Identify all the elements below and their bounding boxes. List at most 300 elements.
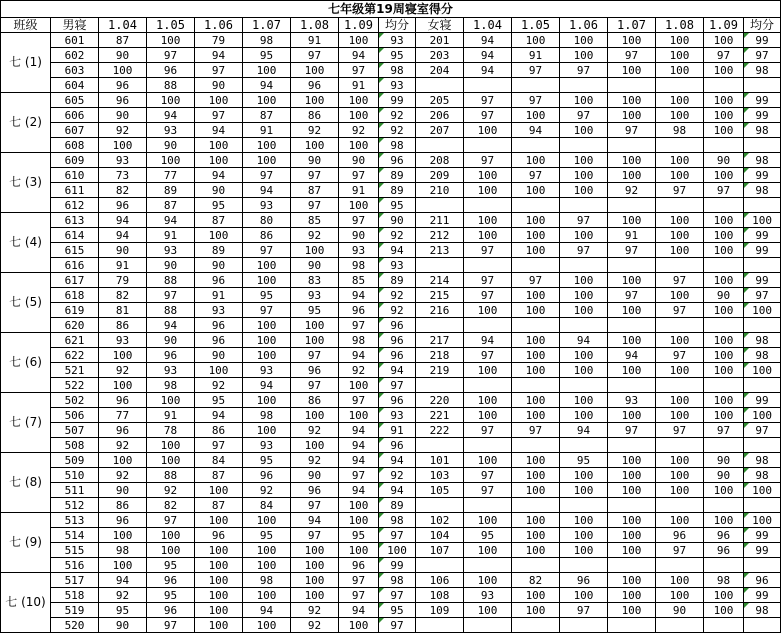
boys-score: 92	[291, 603, 339, 618]
boys-score: 97	[339, 588, 379, 603]
table-row	[1, 108, 781, 123]
girls-score: 100	[656, 483, 704, 498]
girls-score: 100	[608, 153, 656, 168]
boys-score: 100	[195, 483, 243, 498]
girls-average: 99	[744, 243, 781, 258]
class-label: 七 (5)	[1, 273, 51, 333]
header-average: 均分	[379, 18, 416, 33]
girls-score: 90	[704, 468, 744, 483]
table-row	[1, 558, 781, 573]
header-class: 班级	[1, 18, 51, 33]
girls-score: 100	[608, 93, 656, 108]
girls-score: 100	[704, 303, 744, 318]
girls-score: 100	[512, 108, 560, 123]
boys-score: 94	[147, 318, 195, 333]
boys-average: 98	[379, 63, 416, 78]
empty-cell	[704, 498, 744, 513]
girls-score: 100	[560, 348, 608, 363]
boys-average: 89	[379, 168, 416, 183]
boys-average: 95	[379, 48, 416, 63]
empty-cell	[560, 198, 608, 213]
girls-score: 100	[656, 228, 704, 243]
girls-score: 100	[464, 183, 512, 198]
boys-score: 98	[243, 408, 291, 423]
boys-score: 93	[195, 303, 243, 318]
empty-cell	[704, 258, 744, 273]
empty-cell	[608, 258, 656, 273]
boys-score: 94	[195, 123, 243, 138]
girls-score: 100	[656, 453, 704, 468]
girls-score: 100	[704, 123, 744, 138]
girls-score: 97	[608, 288, 656, 303]
boys-average: 98	[379, 573, 416, 588]
empty-cell	[464, 378, 512, 393]
boys-score: 100	[291, 243, 339, 258]
boys-score: 96	[243, 468, 291, 483]
girls-score: 97	[560, 603, 608, 618]
girls-score: 100	[704, 93, 744, 108]
girls-score: 95	[464, 528, 512, 543]
boys-score: 98	[99, 543, 147, 558]
empty-cell	[608, 318, 656, 333]
boys-score: 97	[339, 573, 379, 588]
boys-score: 89	[195, 243, 243, 258]
empty-cell	[704, 618, 744, 633]
girls-score: 100	[608, 603, 656, 618]
boys-score: 97	[291, 198, 339, 213]
girls-average: 99	[744, 228, 781, 243]
header-day: 1.09	[339, 18, 379, 33]
girls-score: 100	[560, 288, 608, 303]
header-day: 1.08	[656, 18, 704, 33]
girls-score: 97	[656, 183, 704, 198]
empty-cell	[704, 318, 744, 333]
girls-average: 98	[744, 183, 781, 198]
girls-score: 100	[560, 168, 608, 183]
table-row	[1, 588, 781, 603]
girls-average: 98	[744, 123, 781, 138]
boys-score: 83	[291, 273, 339, 288]
boys-score: 100	[339, 513, 379, 528]
boys-average: 100	[379, 543, 416, 558]
boys-score: 96	[195, 528, 243, 543]
girls-score: 100	[464, 393, 512, 408]
boys-score: 92	[339, 363, 379, 378]
girls-dorm-number: 220	[416, 393, 464, 408]
girls-score: 97	[464, 243, 512, 258]
boys-dorm-number: 512	[51, 498, 99, 513]
boys-score: 97	[195, 438, 243, 453]
boys-score: 88	[147, 303, 195, 318]
boys-score: 96	[339, 303, 379, 318]
boys-score: 96	[339, 558, 379, 573]
empty-cell	[416, 498, 464, 513]
boys-score: 93	[99, 333, 147, 348]
empty-cell	[560, 558, 608, 573]
header-day: 1.04	[99, 18, 147, 33]
boys-score: 100	[147, 93, 195, 108]
empty-cell	[512, 198, 560, 213]
boys-score: 86	[195, 423, 243, 438]
girls-average: 99	[744, 528, 781, 543]
empty-cell	[608, 198, 656, 213]
table-row	[1, 243, 781, 258]
empty-cell	[560, 78, 608, 93]
boys-score: 86	[99, 318, 147, 333]
boys-score: 85	[339, 273, 379, 288]
boys-score: 90	[195, 348, 243, 363]
table-row	[1, 258, 781, 273]
boys-score: 97	[243, 243, 291, 258]
boys-score: 89	[147, 183, 195, 198]
boys-score: 88	[147, 468, 195, 483]
boys-dorm-number: 612	[51, 198, 99, 213]
boys-dorm-number: 621	[51, 333, 99, 348]
girls-score: 93	[464, 588, 512, 603]
boys-score: 97	[339, 318, 379, 333]
empty-cell	[512, 438, 560, 453]
class-label: 七 (7)	[1, 393, 51, 453]
boys-score: 90	[291, 468, 339, 483]
girls-score: 100	[512, 153, 560, 168]
boys-score: 94	[339, 603, 379, 618]
boys-score: 90	[291, 153, 339, 168]
boys-score: 100	[243, 393, 291, 408]
girls-score: 100	[512, 213, 560, 228]
table-row	[1, 453, 781, 468]
boys-score: 100	[243, 153, 291, 168]
boys-dorm-number: 511	[51, 483, 99, 498]
boys-average: 92	[379, 108, 416, 123]
boys-score: 77	[99, 408, 147, 423]
girls-score: 100	[608, 453, 656, 468]
boys-score: 100	[147, 33, 195, 48]
boys-score: 100	[243, 588, 291, 603]
boys-score: 100	[195, 153, 243, 168]
girls-score: 100	[608, 108, 656, 123]
girls-score: 100	[560, 228, 608, 243]
boys-score: 92	[99, 468, 147, 483]
boys-dorm-number: 614	[51, 228, 99, 243]
boys-score: 87	[99, 33, 147, 48]
boys-score: 100	[243, 318, 291, 333]
boys-dorm-number: 601	[51, 33, 99, 48]
boys-score: 100	[147, 543, 195, 558]
girls-score: 100	[560, 483, 608, 498]
table-row	[1, 573, 781, 588]
boys-dorm-number: 603	[51, 63, 99, 78]
girls-score: 100	[608, 333, 656, 348]
boys-score: 100	[243, 93, 291, 108]
boys-score: 100	[99, 528, 147, 543]
boys-score: 93	[99, 153, 147, 168]
boys-score: 96	[195, 318, 243, 333]
boys-score: 96	[147, 603, 195, 618]
girls-score: 100	[464, 513, 512, 528]
empty-cell	[704, 138, 744, 153]
girls-score: 100	[704, 168, 744, 183]
girls-score: 92	[608, 183, 656, 198]
girls-score: 100	[704, 243, 744, 258]
girls-score: 100	[608, 528, 656, 543]
boys-average: 98	[379, 513, 416, 528]
girls-average: 99	[744, 93, 781, 108]
boys-average: 96	[379, 393, 416, 408]
girls-score: 100	[512, 588, 560, 603]
girls-average: 98	[744, 468, 781, 483]
girls-score: 100	[512, 453, 560, 468]
boys-score: 97	[291, 498, 339, 513]
girls-score: 100	[608, 33, 656, 48]
table-row	[1, 63, 781, 78]
class-label: 七 (1)	[1, 33, 51, 93]
girls-score: 100	[608, 513, 656, 528]
girls-score: 100	[464, 603, 512, 618]
boys-score: 97	[243, 303, 291, 318]
boys-score: 98	[243, 573, 291, 588]
class-label: 七 (3)	[1, 153, 51, 213]
girls-dorm-number: 211	[416, 213, 464, 228]
girls-score: 100	[512, 483, 560, 498]
boys-score: 100	[195, 93, 243, 108]
header-boys-dorm: 男寝	[51, 18, 99, 33]
boys-dorm-number: 622	[51, 348, 99, 363]
empty-cell	[464, 78, 512, 93]
boys-dorm-number: 520	[51, 618, 99, 633]
table-row	[1, 318, 781, 333]
boys-score: 91	[339, 78, 379, 93]
empty-cell	[464, 618, 512, 633]
boys-score: 97	[339, 213, 379, 228]
girls-dorm-number: 213	[416, 243, 464, 258]
girls-dorm-number: 222	[416, 423, 464, 438]
girls-score: 100	[512, 243, 560, 258]
empty-cell	[744, 78, 781, 93]
empty-cell	[512, 378, 560, 393]
empty-cell	[656, 498, 704, 513]
boys-score: 100	[99, 63, 147, 78]
boys-dorm-number: 507	[51, 423, 99, 438]
empty-cell	[608, 498, 656, 513]
empty-cell	[464, 138, 512, 153]
girls-score: 94	[560, 333, 608, 348]
boys-score: 81	[99, 303, 147, 318]
girls-score: 100	[464, 228, 512, 243]
girls-score: 100	[464, 408, 512, 423]
girls-score: 100	[512, 363, 560, 378]
class-label: 七 (4)	[1, 213, 51, 273]
girls-score: 90	[704, 453, 744, 468]
girls-score: 96	[560, 573, 608, 588]
boys-dorm-number: 514	[51, 528, 99, 543]
girls-score: 97	[464, 348, 512, 363]
header-day: 1.07	[608, 18, 656, 33]
boys-score: 94	[339, 348, 379, 363]
table-row	[1, 363, 781, 378]
girls-dorm-number: 218	[416, 348, 464, 363]
empty-cell	[416, 618, 464, 633]
girls-score: 97	[656, 348, 704, 363]
girls-score: 100	[704, 348, 744, 363]
table-row	[1, 288, 781, 303]
girls-average: 98	[744, 63, 781, 78]
empty-cell	[704, 558, 744, 573]
girls-score: 100	[512, 408, 560, 423]
empty-cell	[744, 318, 781, 333]
boys-score: 82	[99, 183, 147, 198]
girls-score: 97	[512, 168, 560, 183]
boys-score: 96	[291, 363, 339, 378]
empty-cell	[512, 138, 560, 153]
boys-dorm-number: 515	[51, 543, 99, 558]
girls-score: 97	[608, 423, 656, 438]
empty-cell	[744, 138, 781, 153]
boys-dorm-number: 602	[51, 48, 99, 63]
boys-score: 92	[291, 618, 339, 633]
boys-score: 92	[147, 483, 195, 498]
boys-score: 95	[195, 198, 243, 213]
boys-score: 92	[339, 123, 379, 138]
boys-score: 100	[339, 198, 379, 213]
girls-score: 100	[560, 408, 608, 423]
boys-score: 93	[147, 243, 195, 258]
boys-score: 97	[195, 108, 243, 123]
boys-score: 93	[339, 243, 379, 258]
girls-score: 100	[560, 528, 608, 543]
boys-score: 94	[339, 423, 379, 438]
boys-score: 86	[99, 498, 147, 513]
boys-score: 97	[291, 168, 339, 183]
table-row	[1, 228, 781, 243]
table-row	[1, 48, 781, 63]
girls-score: 96	[656, 528, 704, 543]
girls-score: 100	[560, 513, 608, 528]
girls-score: 100	[464, 573, 512, 588]
boys-score: 100	[243, 558, 291, 573]
boys-score: 96	[99, 513, 147, 528]
boys-score: 95	[99, 603, 147, 618]
boys-average: 92	[379, 468, 416, 483]
boys-score: 92	[291, 123, 339, 138]
boys-average: 96	[379, 348, 416, 363]
boys-score: 93	[147, 123, 195, 138]
boys-score: 94	[195, 168, 243, 183]
boys-score: 94	[195, 408, 243, 423]
boys-score: 96	[147, 63, 195, 78]
girls-score: 97	[464, 93, 512, 108]
boys-dorm-number: 506	[51, 408, 99, 423]
boys-dorm-number: 615	[51, 243, 99, 258]
boys-average: 97	[379, 588, 416, 603]
boys-dorm-number: 521	[51, 363, 99, 378]
girls-score: 100	[656, 243, 704, 258]
boys-score: 97	[339, 393, 379, 408]
girls-score: 100	[560, 33, 608, 48]
boys-score: 94	[243, 183, 291, 198]
table-row	[1, 153, 781, 168]
boys-score: 92	[195, 378, 243, 393]
empty-cell	[744, 498, 781, 513]
girls-average: 98	[744, 603, 781, 618]
girls-score: 93	[608, 393, 656, 408]
girls-score: 100	[704, 228, 744, 243]
girls-dorm-number: 212	[416, 228, 464, 243]
girls-score: 100	[512, 393, 560, 408]
girls-score: 95	[560, 453, 608, 468]
girls-score: 94	[512, 123, 560, 138]
boys-score: 87	[147, 198, 195, 213]
table-row	[1, 423, 781, 438]
boys-dorm-number: 620	[51, 318, 99, 333]
empty-cell	[744, 438, 781, 453]
girls-dorm-number: 107	[416, 543, 464, 558]
boys-score: 97	[243, 168, 291, 183]
boys-score: 95	[147, 588, 195, 603]
girls-average: 100	[744, 408, 781, 423]
empty-cell	[416, 78, 464, 93]
boys-average: 93	[379, 78, 416, 93]
boys-score: 94	[339, 483, 379, 498]
class-label: 七 (9)	[1, 513, 51, 573]
boys-score: 97	[147, 48, 195, 63]
boys-dorm-number: 518	[51, 588, 99, 603]
empty-cell	[744, 378, 781, 393]
boys-score: 96	[99, 393, 147, 408]
boys-score: 100	[195, 573, 243, 588]
boys-score: 100	[195, 513, 243, 528]
boys-score: 95	[291, 303, 339, 318]
boys-score: 94	[99, 573, 147, 588]
empty-cell	[656, 558, 704, 573]
header-day: 1.05	[147, 18, 195, 33]
boys-average: 92	[379, 303, 416, 318]
girls-dorm-number: 219	[416, 363, 464, 378]
empty-cell	[560, 498, 608, 513]
boys-score: 92	[243, 483, 291, 498]
boys-score: 87	[195, 468, 243, 483]
girls-score: 100	[608, 483, 656, 498]
boys-score: 93	[291, 288, 339, 303]
girls-score: 100	[608, 213, 656, 228]
girls-score: 100	[656, 33, 704, 48]
girls-average: 98	[744, 333, 781, 348]
boys-score: 90	[99, 483, 147, 498]
empty-cell	[464, 438, 512, 453]
boys-dorm-number: 609	[51, 153, 99, 168]
empty-cell	[704, 198, 744, 213]
boys-dorm-number: 619	[51, 303, 99, 318]
boys-dorm-number: 508	[51, 438, 99, 453]
boys-score: 97	[147, 513, 195, 528]
boys-score: 100	[339, 138, 379, 153]
boys-score: 79	[195, 33, 243, 48]
boys-score: 90	[99, 618, 147, 633]
table-row	[1, 213, 781, 228]
girls-score: 100	[464, 168, 512, 183]
table-row	[1, 93, 781, 108]
boys-dorm-number: 605	[51, 93, 99, 108]
header-day: 1.04	[464, 18, 512, 33]
girls-score: 100	[704, 213, 744, 228]
empty-cell	[560, 318, 608, 333]
boys-score: 97	[291, 528, 339, 543]
boys-score: 91	[99, 258, 147, 273]
girls-score: 100	[512, 333, 560, 348]
boys-average: 89	[379, 273, 416, 288]
girls-average: 99	[744, 33, 781, 48]
empty-cell	[704, 78, 744, 93]
page-title: 七年级第19周寝室得分	[1, 1, 781, 18]
